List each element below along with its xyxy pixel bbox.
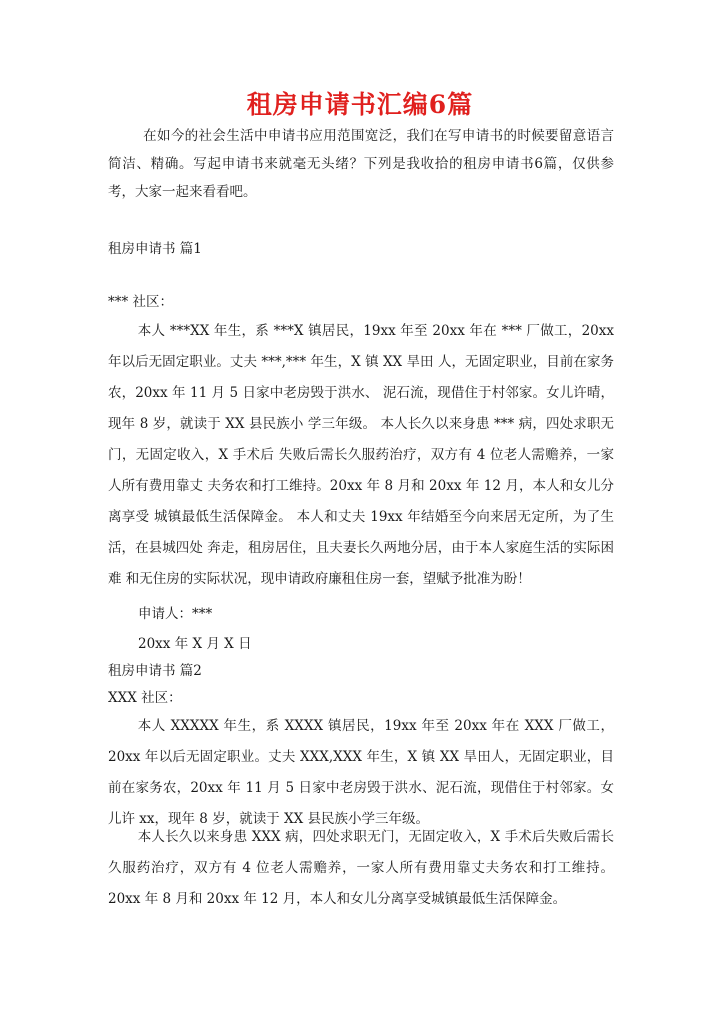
section-1-heading: 租房申请书 篇1: [108, 241, 202, 257]
intro-paragraph: 在如今的社会生活中申请书应用范围宽泛，我们在写申请书的时候要留意语言简洁、精确。写起申请书来就毫无头绪？下列是我收拾的租房申请书6篇，仅供参考，大家一起来看看吧。: [108, 128, 614, 200]
section-1-date: 20xx 年 X 月 X 日: [138, 636, 252, 652]
section-2-heading: 租房申请书 篇2: [108, 663, 202, 679]
section-2-addressee: XXX 社区：: [108, 690, 182, 706]
section-1-body: 本人 ***XX 年生，系 ***X 镇居民，19xx 年至 20xx 年在 *** 厂做工，20xx 年以后无固定职业。丈夫 ***,*** 年生，X 镇 XX 旱田 人，无固定职业，目前在家务农，20xx 年 11 月 5 日家中老房毁于洪水、 泥石流，现借住于村邻家。女儿许晴，现年 8 岁，就读于 XX 县民族小 学三年级。 本人长久以来身患 *** 病，四处求职无门，无固定收入，X 手术后 失败后需长久服药治疗，双方有 4 位老人需赡养，一家人所有费用靠丈 夫务农和打工维持。20xx 年 8 月和 20xx 年 12 月，本人和女儿分离享受 城镇最低生活保障金。 本人和丈夫 19xx 年结婚至今向来居无定所，为了生活，在县城四处 奔走，租房居住，且夫妻长久两地分居，由于本人家庭生活的实际困难 和无住房的实际状况，现申请政府廉租住房一套，望赋予批准为盼！: [108, 323, 614, 587]
document-title: 租房申请书汇编6篇: [246, 90, 474, 119]
section-1-signature: 申请人：***: [138, 606, 213, 622]
section-2-body-1: 本人 XXXXX 年生，系 XXXX 镇居民，19xx 年至 20xx 年在 XXX 厂做工，20xx 年以后无固定职业。丈夫 XXX,XXX 年生，X 镇 XX 旱田人，无固定职业，目前在家务农，20xx 年 11 月 5 日家中老房毁于洪水、泥石流，现借住于村邻家。女儿许 xx，现年 8 岁，就读于 XX 县民族小学三年级。: [108, 718, 614, 827]
section-1-addressee: *** 社区：: [108, 294, 174, 310]
section-2-body-2: 本人长久以来身患 XXX 病，四处求职无门，无固定收入，X 手术后失败后需长久服药治疗，双方有 4 位老人需赡养，一家人所有费用靠丈夫务农和打工维持。20xx 年 8 月和 20xx 年 12 月，本人和女儿分离享受城镇最低生活保障金。: [108, 829, 614, 907]
